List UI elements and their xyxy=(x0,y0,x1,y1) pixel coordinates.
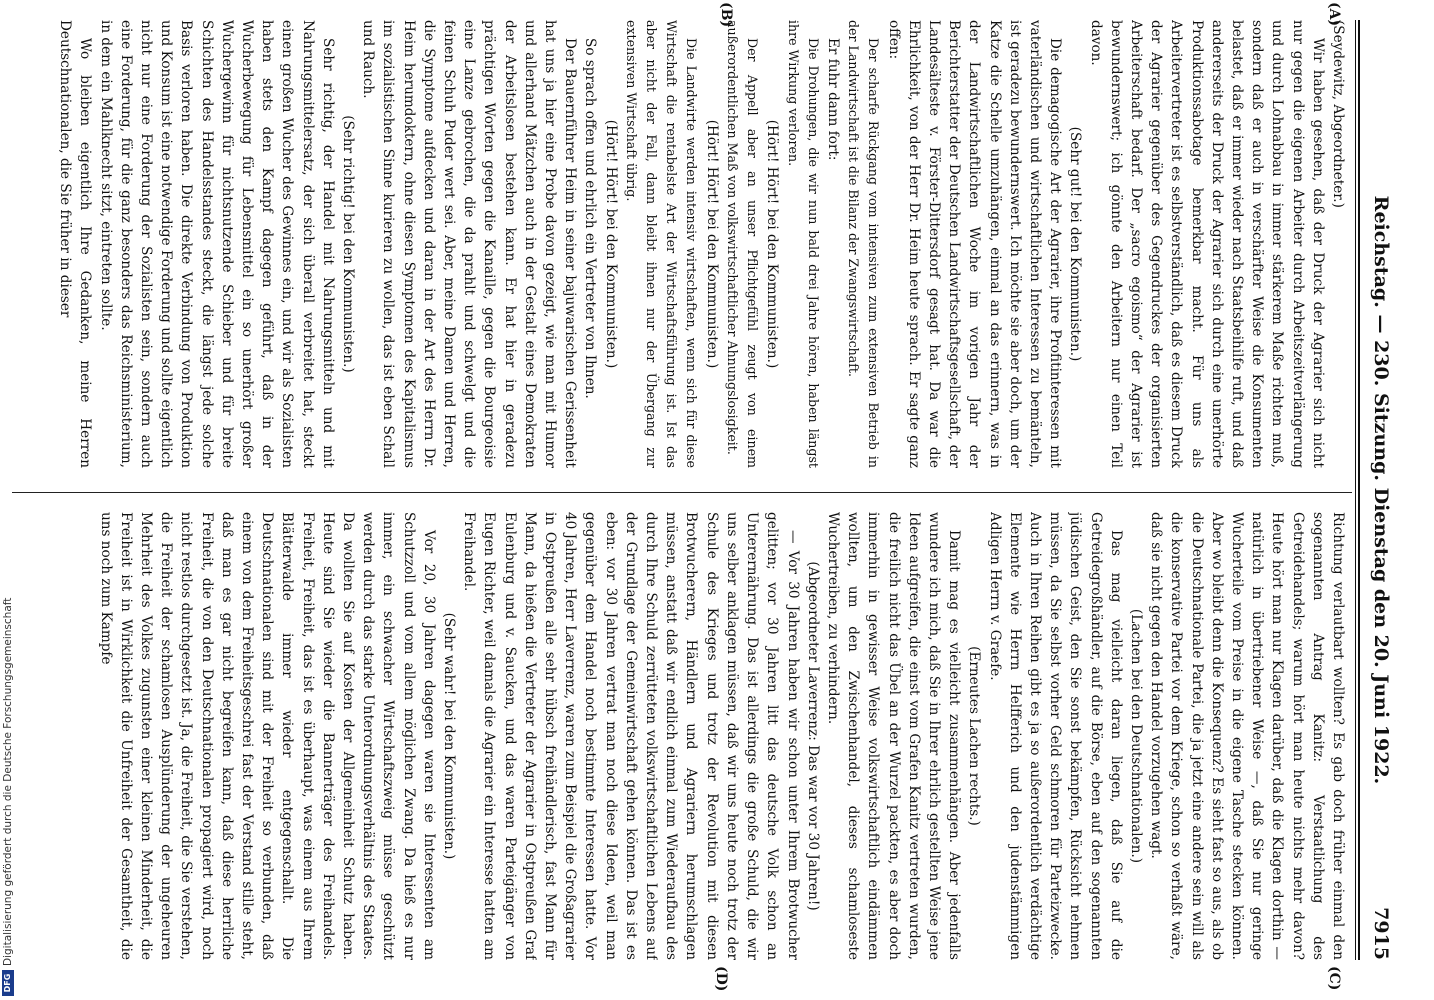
dfg-logo-icon: DFG xyxy=(2,970,14,996)
interjection: (Sehr wahr! bei den Kommunisten.) xyxy=(441,612,458,860)
quotation: Die Landwirte werden intensiv wirtschaften, wenn sich für diese Wirtschaft die rentabelste Art der Wirtschaftsführung ist. Ist das aber nicht der Fall, dann bleibt ihnen nur der Übergang zur extensiven Wirtschaft übrig. xyxy=(623,20,700,468)
interjection: (Sehr gut! bei den Kommunisten.) xyxy=(1067,126,1084,362)
interjection: (Hört! Hört! bei den Kommunisten.) xyxy=(703,119,720,369)
paragraph: Wo bleiben eigentlich Ihre Gedanken, meine Herren Deutschnationalen, die Sie früher in dieser xyxy=(57,20,94,468)
interjection: (Lachen bei den Deutschnationalen.) xyxy=(1127,608,1144,864)
paragraph: — Vor 30 Jahren haben wir schon unter Ihrem Brotwucher gelitten; vor 30 Jahren litt das deutsche Volk schon an Unterernährung. Das ist allerdings die große Schuld, die wir uns selber anklagen müssen, daß wir uns heute noch trotz der Schule des Krieges und trotz der Revolution mit diesen Brotwucherern, Händlern und Agrariern herumschlagen müssen, anstatt daß wir endlich einmal zum Wiederaufbau des durch Ihre Schuld zerrütteten volkswirtschaftlichen Lebens auf der Grundlage der Gemeinwirtschaft gehen können. Das ist es eben: vor 30 Jahren vertrat man noch diese Ideen, weil man gegenüber dem Handel noch bestimmte Interessen hatte. Vor 40 Jahren, Herr Laverrenz, waren zum Beispiel die Großagrarier in Ostpreußen alle sehr hübsch freihändlerisch, fast Mann für Mann, da hießen die Vertreter der Agrarier in Ostpreußen Graf Eulenburg und v. Saucken, und das waren Parteigänger von Eugen Richter, weil damals die Agrarier ein Interesse hatten am Freihandel. xyxy=(461,512,801,960)
column-divider xyxy=(12,492,1352,493)
right-column xyxy=(18,512,1348,960)
header-rule xyxy=(1358,20,1360,960)
paragraph: (Seydewitz, Abgeordneter.) xyxy=(1330,20,1346,208)
paragraph: Sehr richtig, der Handel mit Nahrungsmitteln und mit Nahrungsmittelersatz, der sich überall verbreitet hat, steckt einen großen Wucher des Gewinnes ein, und wir als Sozialisten haben stets den Kampf dagegen geführt, daß in der Wucherbewegung für Lebensmittel ein so unerhört großer Wuchergewinn für nichtsnutzende Schieber und für breite Schichten des Handelsstandes steckt, die längst jede solche Basis verloren haben. Die direkte Verbindung von Produktion und Konsum ist eine notwendige Forderung und sollte eigentlich nicht nur eine Forderung der Sozialisten sein, sondern auch eine Forderung, für die ganz besonders das Reichsministerium, in dem ein Mahlknecht sitzt, eintreten sollte. xyxy=(97,20,336,468)
paragraph: Die demagogische Art der Agrarier, ihre Profitinteressen mit vaterländischen und wirtschaftlichen Interessen zu bemänteln, ist geradezu bewundernswert. Ich möchte sie aber doch, um der Katze die Schelle umzuhängen, einmal an das erinnern, was in der Landwirtschaftlichen Woche im vorigen Jahr der Berichterstatter der Deutschen Landwirtschaftsgesellschaft, der Landesälteste v. Förster-Dittersdorf gesagt hat. Da war die Ehrlichkeit, von der Herr Dr. Heim heute sprach. Er sagte ganz offen: xyxy=(885,20,1064,468)
paragraph: Wir haben gesehen, daß der Druck der Agrarier sich nicht nur gegen die eigenen Arbeiter durch Arbeitszeitverlängerung und durch Lohnabbau in immer stärkerem Maße richten muß, sondern daß er auch in verschärfter Weise die Konsumenten belastet, daß er immer wieder nach Staatsbeihilfe ruft, und daß andererseits der Druck der Agrarier sich durch eine unerhörte Produktionssabotage bemerkbar macht. Für uns als Arbeitervertreter ist es selbstverständlich, daß es diesem Druck der Agrarier gegenüber des Gegendruckes der organisierten Arbeiterschaft bedarf. Der „sacro egoismo“ der Agrarier ist bewundernswert; ich gönnte den Arbeitern nur einen Teil davon. xyxy=(1087,20,1326,468)
paragraph: So sprach offen und ehrlich ein Vertreter von Ihnen. xyxy=(582,38,599,399)
quotation: Die Drohungen, die wir nun bald drei Jahre hören, haben längst ihre Wirkung verloren. xyxy=(785,20,821,468)
interjection: (Erneutes Lachen rechts.) xyxy=(966,646,983,826)
header-title: Reichstag. — 230. Sitzung. Dienstag den 20. Juni 1922. xyxy=(1370,195,1392,785)
interjection: (Sehr richtig! bei den Kommunisten.) xyxy=(340,115,357,373)
margin-marker-d: (D) xyxy=(713,966,729,992)
left-column xyxy=(18,20,1348,468)
quotation: Der Appell aber an unser Pflichtgefühl zeugt von einem außerordentlichen Maß von volkswirtschaftlicher Ahnungslosigkeit. xyxy=(724,20,761,468)
paragraph: Richtung verlautbart wollten? Es gab doch früher einmal den sogenannten Antrag Kanitz: Verstaatlichung des Getreidehandels; warum hört man heute nichts mehr davon? Heute hört man nur Klagen darüber, daß die Klagen dorthin — natürlich in übertriebener Weise —, daß Sie nur geringe Wucherteile vom Preise in die eigene Tasche stecken können. Aber wo bleibt denn die Konsequenz? Es sieht fast so aus, als ob die Deutschnationale Partei, die ja jetzt eine andere sein will als die konservative Partei vor dem Kriege, schon so verhaßt wäre, daß sie nicht gegen den Handel vorzugehen wagt. xyxy=(1148,512,1346,960)
header-rule-thin xyxy=(1355,20,1356,960)
page-number: 7915 xyxy=(1370,907,1392,960)
margin-marker-a: (A) xyxy=(1326,2,1342,27)
paragraph: Das mag vielleicht daran liegen, daß Sie auf die Getreidegroßhändler, auf die Börse, eben auf den sogenannten jüdischen Geist, den Sie sonst bekämpfen, Rücksicht nehmen müssen, da Sie selbst vorher Geld schmoren für Parteizwecke. Auch in Ihren Reihen gibt es ja so außerordentlich verdächtige Elemente wie Herrn Helfferich und den judenstämmigen Adligen Herrn v. Graefe. xyxy=(986,512,1124,960)
margin-marker-c: (C) xyxy=(1326,966,1342,991)
funding-text: Digitalisierung gefördert durch die Deutsche Forschungsgemeinschaft xyxy=(2,597,14,966)
quotation: Der scharfe Rückgang vom intensiven zum extensiven Betrieb in der Landwirtschaft ist die Bilanz der Zwangswirtschaft. xyxy=(846,20,882,468)
paragraph: Der Bauernführer Heim in seiner bajuwarischen Gerissenheit hat uns ja hier eine Probe davon gezeigt, wie man mit Humor und allerhand Mätzchen auch in der Gestalt eines Demokraten der Arbeitslosen bestehen kann. Er hat hier in geradezu prächtigen Worten gegen die Kanaille, gegen die Bourgeoisie eine Lanze gebrochen, die da prahlt und schwelgt und die feinen Schuh Puder wert sei. Aber, meine Damen und Herren, die Symptome aufdecken und daran in der Art des Herrn Dr. Heim herumdoktern, ohne diesen Symptomen des Kapitalismus im sozialistischen Sinne kurieren zu wollen, das ist eben Schall und Rauch. xyxy=(360,20,579,468)
paragraph: Er fuhr dann fort: xyxy=(824,38,841,161)
paragraph: Damit mag es vielleicht zusammenhängen. Aber jedenfalls wundere ich mich, daß Sie in Ihrer ehrlich gestellten Weise jene Ideen aufgreifen, die einst vom Grafen Kanitz vertreten wurden, die freilich nicht das Übel an der Wurzel packten, es aber doch immerhin in gewisser Weise volkswirtschaftlich eindämmen wollten, um den Zwischenhandel, dieses schamloseste Wuchertreiben, zu verhindern. xyxy=(824,512,963,960)
funding-note xyxy=(2,598,14,996)
interjection: (Hört! Hört! bei den Kommunisten.) xyxy=(764,119,781,369)
margin-marker-b: (B) xyxy=(718,2,734,28)
page-header xyxy=(1362,20,1392,960)
interjection: (Abgeordneter Laverrenz: Das war vor 30 Jahren!) xyxy=(804,561,821,911)
paragraph: Vor 20, 30 Jahren dagegen waren sie Interessenten am Schutzzoll und vom allem möglichen Zwang. Da hieß es nur immer, ein schwacher Wirtschaftszweig müsse geschützt werden durch das starke Unterordnungsverhältnis des Staates. Da wollten Sie auf Kosten der Allgemeinheit Schutz haben. Heute sind Sie wieder die Bannerträger des Freihandels. Freiheit, Freiheit, das ist es überhaupt, was einem aus Ihrem Blätterwalde immer wieder entgegenschallt. Die Deutschnationalen sind mit der Freiheit so verbunden, daß einem von dem Freiheitsgeschrei fast der Verstand stille steht, daß man es gar nicht begreifen kann, daß diese herrliche Freiheit, die von den Deutschnationalen propagiert wird, noch nicht restlos durchgesetzt ist. Ja, die Freiheit, die Sie verstehen, die Freiheit der schamlosen Ausplünderung der ungeheuren Mehrheit des Volkes zugunsten einer kleinen Minderheit, die Freiheit ist in Wirklichkeit die Unfreiheit der Gesamtheit, die uns noch zum Kampfe xyxy=(97,512,437,960)
interjection: (Hört! Hört! bei den Kommunisten.) xyxy=(602,119,619,369)
